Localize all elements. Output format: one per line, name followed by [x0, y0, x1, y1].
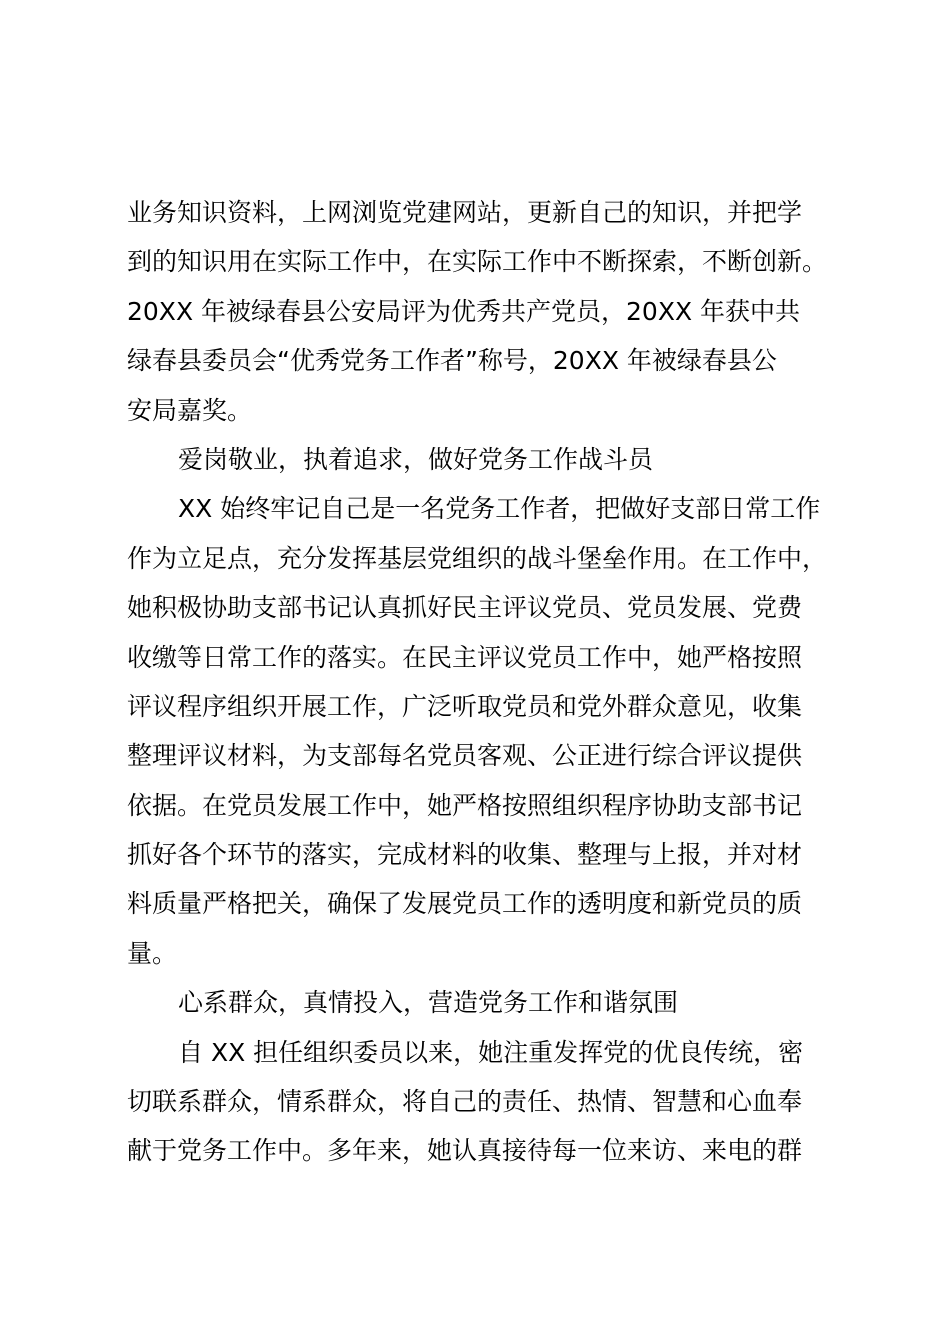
- text-line: 评议程序组织开展工作，广泛听取党员和党外群众意见，收集: [127, 691, 803, 721]
- paragraph-start-line: XX 始终牢记自己是一名党务工作者，把做好支部日常工作: [178, 494, 821, 524]
- text-line: 抓好各个环节的落实，完成材料的收集、整理与上报，并对材: [127, 840, 803, 870]
- text-line: 整理评议材料，为支部每名党员客观、公正进行综合评议提供: [127, 741, 803, 771]
- section-heading: 爱岗敬业，执着追求，做好党务工作战斗员: [178, 444, 654, 474]
- text-line: 她积极协助支部书记认真抓好民主评议党员、党员发展、党费: [127, 593, 803, 623]
- text-line: 绿春县委员会“优秀党务工作者”称号，20XX 年被绿春县公: [127, 346, 777, 376]
- text-line: 献于党务工作中。多年来，她认真接待每一位来访、来电的群: [127, 1136, 803, 1166]
- text-line: 安局嘉奖。: [127, 395, 253, 425]
- section-heading: 心系群众，真情投入，营造党务工作和谐氛围: [178, 988, 679, 1018]
- text-line: 切联系群众，情系群众，将自己的责任、热情、智慧和心血奉: [127, 1087, 803, 1117]
- text-line: 20XX 年被绿春县公安局评为优秀共产党员，20XX 年获中共: [127, 296, 801, 326]
- text-line: 作为立足点，充分发挥基层党组织的战斗堡垒作用。在工作中，: [127, 543, 828, 573]
- text-line: 量。: [127, 938, 178, 968]
- paragraph-start-line: 自 XX 担任组织委员以来，她注重发挥党的优良传统，密: [178, 1037, 804, 1067]
- text-line: 依据。在党员发展工作中，她严格按照组织程序协助支部书记: [127, 790, 803, 820]
- text-line: 料质量严格把关，确保了发展党员工作的透明度和新党员的质: [127, 889, 803, 919]
- text-line: 到的知识用在实际工作中，在实际工作中不断探索，不断创新。: [127, 247, 828, 277]
- document-body: [127, 188, 847, 1176]
- text-line: 业务知识资料，上网浏览党建网站，更新自己的知识，并把学: [127, 198, 803, 227]
- text-line: 收缴等日常工作的落实。在民主评议党员工作中，她严格按照: [127, 642, 803, 672]
